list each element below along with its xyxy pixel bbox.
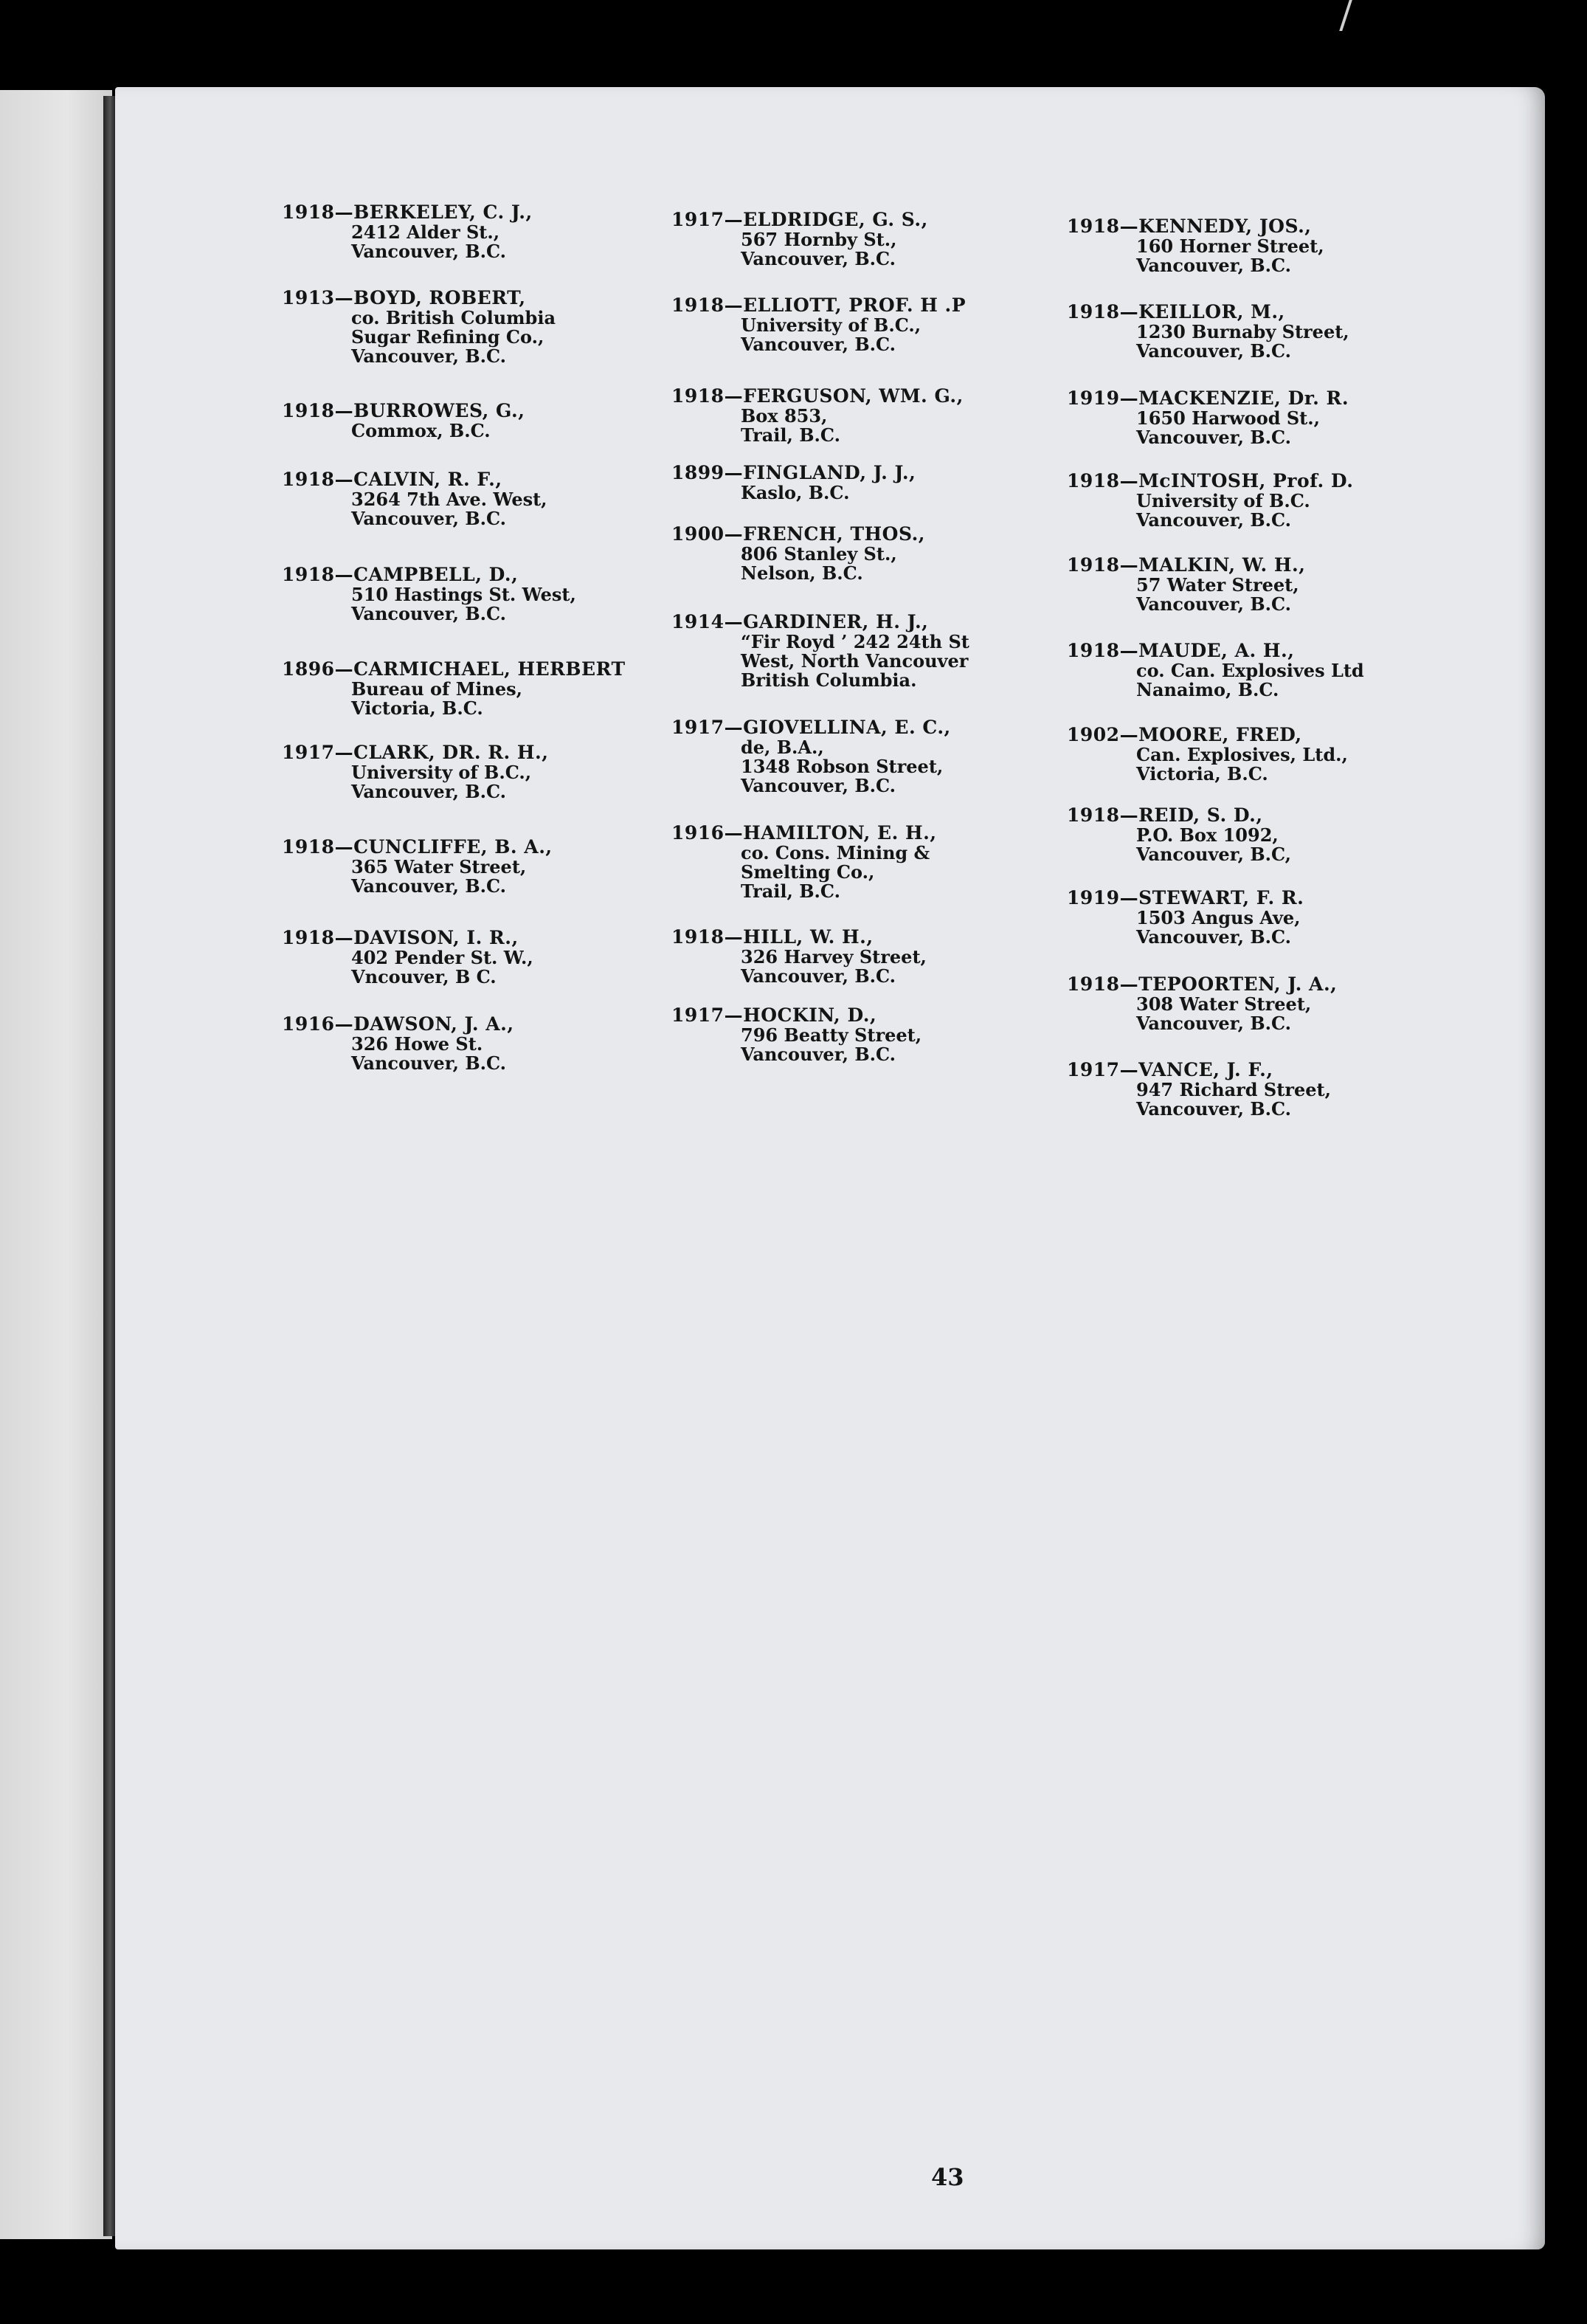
directory-entry [1067, 302, 1451, 361]
directory-entry [1067, 725, 1451, 784]
entry-address-line: Victoria, B.C. [1136, 763, 1268, 785]
entry-name: 1918—CUNCLIFFE, B. A., [282, 836, 553, 858]
entry-address-line: Vancouver, B.C. [741, 1044, 896, 1065]
entry-name: 1918—ELLIOTT, PROF. H .P [671, 294, 967, 316]
entry-address-line: co. Cons. Mining & [741, 842, 930, 863]
entry-address-line: University of B.C., [741, 314, 922, 336]
entry-name: 1917—VANCE, J. F., [1067, 1059, 1273, 1080]
entry-name: 1918—BURROWES, G., [282, 400, 525, 421]
directory-entry [282, 659, 665, 718]
directory-entry [282, 1014, 665, 1073]
entry-address-line: 1230 Burnaby Street, [1136, 321, 1349, 342]
entry-address-line: Vancouver, B.C. [1136, 427, 1291, 448]
entry-address-line: Kaslo, B.C. [741, 482, 850, 503]
directory-entry [282, 401, 665, 441]
entry-address-line: de, B.A., [741, 737, 824, 758]
entry-name: 1917—ELDRIDGE, G. S., [671, 209, 928, 230]
entry-name: 1916—HAMILTON, E. H., [671, 822, 937, 844]
entry-name: 1918—REID, S. D., [1067, 804, 1263, 826]
entry-name: 1918—BERKELEY, C. J., [282, 201, 533, 223]
entry-address-line: Vancouver, B.C. [741, 965, 896, 987]
entry-name: 1918—MAUDE, A. H., [1067, 640, 1295, 661]
entry-address-line: Vancouver, B.C. [741, 334, 896, 355]
entry-address-line: co. British Columbia [351, 307, 556, 328]
entry-name: 1918—TEPOORTEN, J. A., [1067, 973, 1338, 995]
directory-entry [671, 295, 1055, 354]
directory-entry [1067, 388, 1451, 447]
entry-address-line: Vancouver, B.C. [351, 603, 506, 624]
entry-address-line: Vancouver, B.C. [351, 345, 506, 367]
entry-name: 1913—BOYD, ROBERT, [282, 287, 526, 308]
directory-entry [1067, 974, 1451, 1033]
entry-address-line: Vancouver, B.C. [351, 781, 506, 802]
entry-address-line: 326 Harvey Street, [741, 946, 927, 968]
entry-name: 1902—MOORE, FRED, [1067, 724, 1302, 745]
directory-entry [1067, 805, 1451, 864]
directory-entry [671, 463, 1055, 503]
entry-name: 1918—KEILLOR, M., [1067, 301, 1285, 323]
entry-address-line: co. Can. Explosives Ltd [1136, 660, 1364, 681]
page-number: 43 [931, 2163, 964, 2191]
entry-address-line: 3264 7th Ave. West, [351, 489, 547, 510]
directory-entry [1067, 555, 1451, 614]
entry-address-line: University of B.C., [351, 762, 532, 783]
directory-entry [671, 210, 1055, 269]
entry-address-line: 796 Beatty Street, [741, 1024, 922, 1046]
entry-address-line: 1650 Harwood St., [1136, 407, 1320, 429]
entry-address-line: 365 Water Street, [351, 856, 527, 877]
directory-entry [671, 1005, 1055, 1064]
entry-address-line: 567 Hornby St., [741, 229, 897, 250]
entry-address-line: Commox, B.C. [351, 420, 491, 441]
entry-address-line: 402 Pender St. W., [351, 947, 533, 968]
directory-entry [671, 927, 1055, 986]
entry-address-line: Vancouver, B.C. [351, 241, 506, 262]
entry-name: 1900—FRENCH, THOS., [671, 523, 926, 545]
entry-address-line: Vancouver, B.C, [1136, 844, 1291, 865]
entry-address-line: Vancouver, B.C. [351, 1052, 506, 1074]
directory-entry [671, 717, 1055, 796]
directory-entry [282, 469, 665, 528]
entry-address-line: 308 Water Street, [1136, 993, 1312, 1015]
entry-address-line: Trail, B.C. [741, 424, 840, 446]
entry-name: 1918—McINTOSH, Prof. D. [1067, 470, 1354, 492]
entry-name: 1918—MALKIN, W. H., [1067, 554, 1306, 576]
entry-address-line: Vncouver, B C. [351, 966, 497, 987]
entry-address-line: Vancouver, B.C. [351, 508, 506, 529]
directory-entry [282, 565, 665, 624]
entry-address-line: Box 853, [741, 405, 828, 427]
entry-name: 1919—MACKENZIE, Dr. R. [1067, 387, 1349, 409]
entry-address-line: 806 Stanley St., [741, 543, 897, 565]
entry-address-line: 1503 Angus Ave, [1136, 907, 1301, 928]
directory-entry [1067, 216, 1451, 275]
directory-entry [671, 612, 1055, 690]
directory-entry [1067, 888, 1451, 947]
entry-address-line: Bureau of Mines, [351, 678, 522, 700]
entry-address-line: 510 Hastings St. West, [351, 584, 576, 605]
entry-address-line: Vancouver, B.C. [1136, 509, 1291, 531]
entry-address-line: Vancouver, B.C. [1136, 926, 1291, 948]
entry-address-line: 160 Horner Street, [1136, 235, 1324, 257]
entry-address-line: Vancouver, B.C. [1136, 1013, 1291, 1034]
entry-address-line: Vancouver, B.C. [1136, 340, 1291, 362]
entry-address-line: Vancouver, B.C. [1136, 255, 1291, 276]
directory-page [115, 87, 1545, 2249]
directory-entry [671, 386, 1055, 445]
entry-address-line: Trail, B.C. [741, 880, 840, 902]
entry-address-line: Vancouver, B.C. [1136, 593, 1291, 615]
directory-entry [282, 837, 665, 896]
directory-entry [671, 524, 1055, 583]
entry-name: 1918—KENNEDY, JOS., [1067, 215, 1312, 237]
entry-address-line: Nelson, B.C. [741, 562, 863, 584]
entry-address-line: Can. Explosives, Ltd., [1136, 744, 1348, 765]
entry-address-line: Victoria, B.C. [351, 697, 483, 719]
entry-name: 1918—DAVISON, I. R., [282, 927, 519, 948]
entry-name: 1917—HOCKIN, D., [671, 1004, 877, 1026]
directory-entry [282, 202, 665, 261]
entry-name: 1919—STEWART, F. R. [1067, 887, 1304, 908]
entry-address-line: Vancouver, B.C. [351, 875, 506, 897]
entry-address-line: Smelting Co., [741, 861, 875, 883]
entry-address-line: West, North Vancouver [741, 650, 969, 672]
entry-name: 1916—DAWSON, J. A., [282, 1013, 514, 1035]
facing-page-edge [0, 90, 112, 2239]
entry-name: 1918—FERGUSON, WM. G., [671, 385, 964, 407]
entry-name: 1917—GIOVELLINA, E. C., [671, 717, 951, 738]
scan-mark [1339, 0, 1358, 31]
directory-entry [282, 928, 665, 987]
entry-address-line: Sugar Refining Co., [351, 326, 544, 348]
entry-address-line: 947 Richard Street, [1136, 1079, 1331, 1100]
entry-name: 1917—CLARK, DR. R. H., [282, 742, 549, 763]
entry-address-line: “Fir Royd ’ 242 24th St [741, 631, 969, 652]
entry-address-line: 1348 Robson Street, [741, 756, 944, 777]
entry-name: 1918—CALVIN, R. F., [282, 469, 502, 490]
directory-entry [1067, 641, 1451, 700]
entry-address-line: 326 Howe St. [351, 1033, 483, 1055]
entry-address-line: Vancouver, B.C. [741, 248, 896, 269]
entry-address-line: University of B.C. [1136, 490, 1310, 511]
entry-address-line: Nanaimo, B.C. [1136, 679, 1279, 700]
entry-address-line: Vancouver, B.C. [1136, 1098, 1291, 1120]
directory-entry [1067, 471, 1451, 530]
entry-name: 1918—CAMPBELL, D., [282, 564, 519, 585]
entry-name: 1899—FINGLAND, J. J., [671, 462, 916, 483]
entry-name: 1918—HILL, W. H., [671, 926, 874, 948]
directory-entry [671, 823, 1055, 901]
directory-entry [282, 742, 665, 801]
entry-address-line: 2412 Alder St., [351, 221, 500, 243]
directory-entry [282, 288, 665, 366]
entry-address-line: Vancouver, B.C. [741, 775, 896, 796]
directory-entry [1067, 1060, 1451, 1119]
entry-address-line: British Columbia. [741, 669, 917, 691]
entry-name: 1914—GARDINER, H. J., [671, 611, 929, 632]
entry-address-line: 57 Water Street, [1136, 574, 1299, 596]
entry-address-line: P.O. Box 1092, [1136, 824, 1279, 846]
entry-name: 1896—CARMICHAEL, HERBERT [282, 658, 626, 680]
